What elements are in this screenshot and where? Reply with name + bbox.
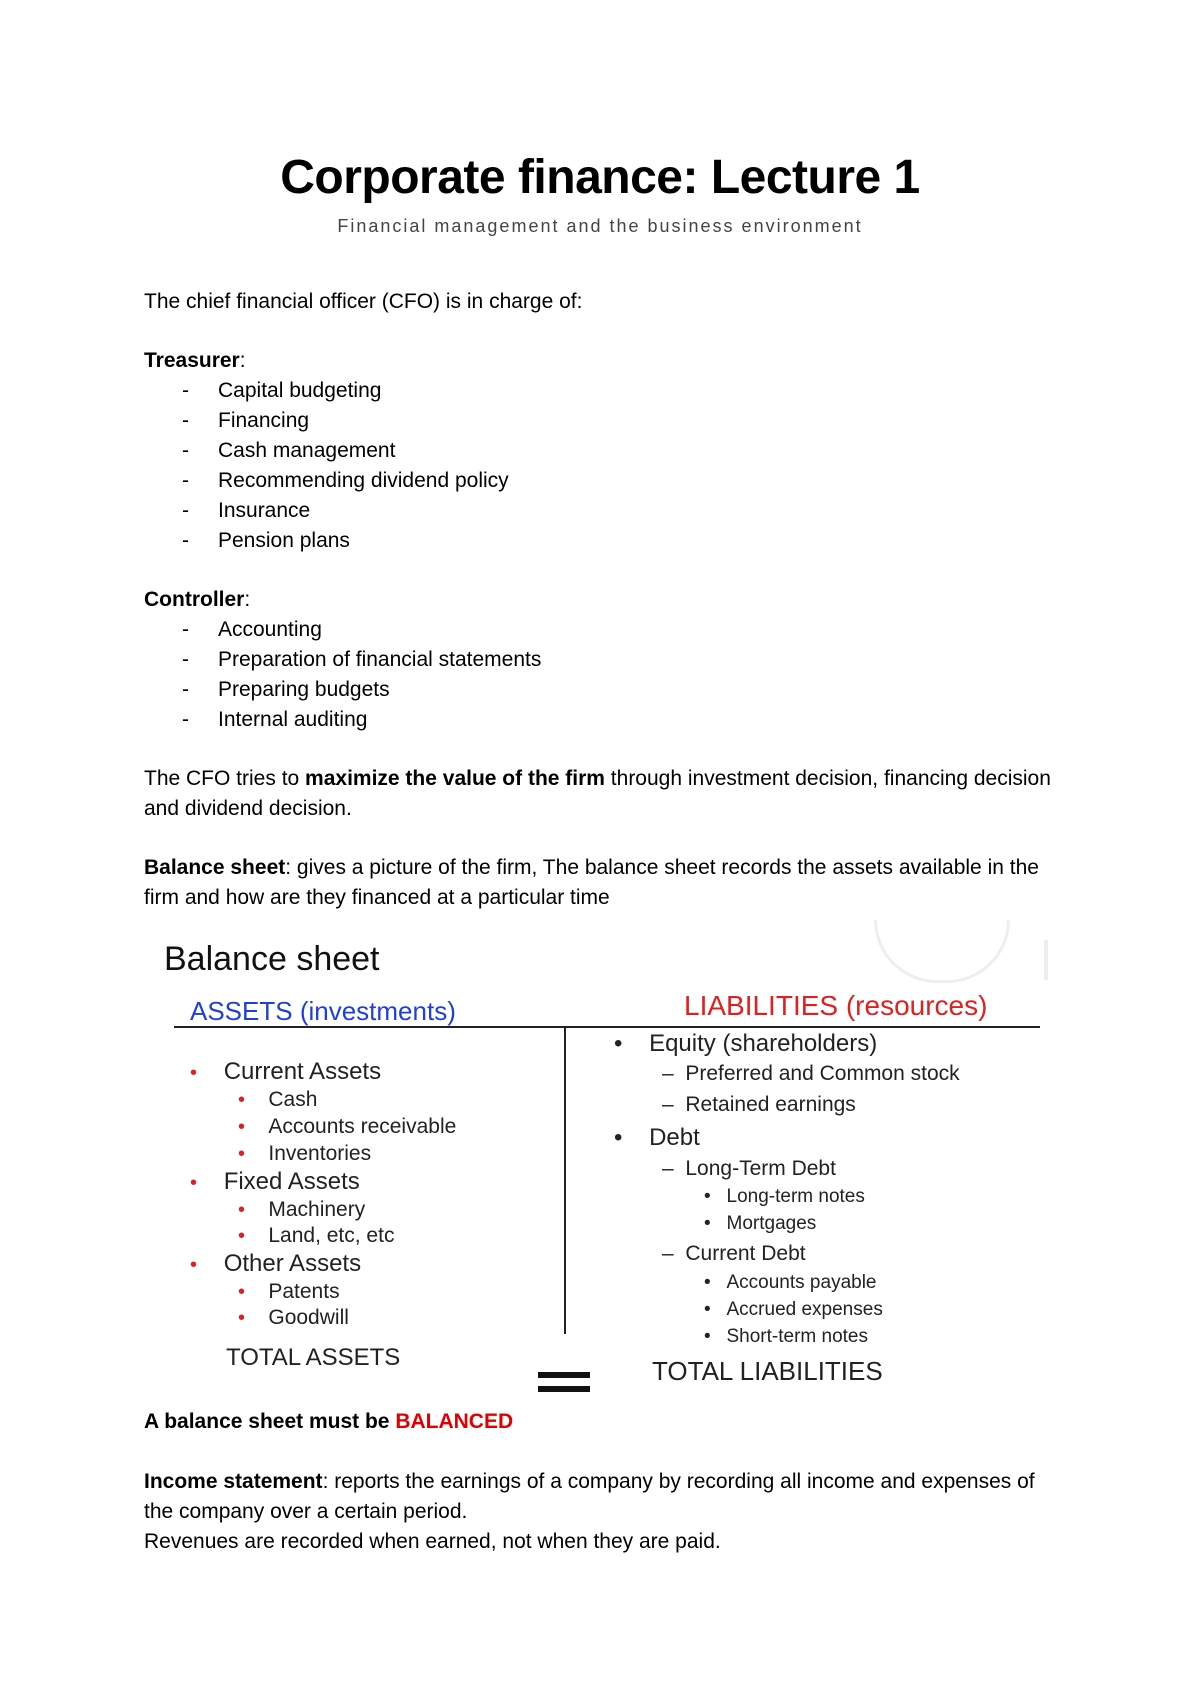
debt-label: Debt — [649, 1124, 700, 1151]
treasurer-colon: : — [239, 349, 246, 372]
page-title: Corporate finance: Lecture 1 — [280, 151, 920, 204]
list-item — [144, 526, 509, 556]
cfo-goal-pre: The CFO tries to — [144, 767, 306, 790]
asset-subitem-label: Patents — [268, 1280, 340, 1303]
treasurer-heading-label: Treasurer — [144, 349, 240, 372]
bullet-icon: • — [238, 1307, 246, 1329]
controller-list — [144, 615, 541, 735]
column-divider — [564, 1026, 566, 1334]
dash-icon: – — [662, 1157, 674, 1180]
controller-heading — [144, 585, 1064, 615]
decorative-arc — [874, 920, 1010, 983]
dash-marker: - — [182, 708, 189, 731]
fixed-assets-item — [190, 1168, 360, 1196]
dash-icon: – — [662, 1093, 674, 1116]
equals-sign-top-bar — [538, 1372, 590, 1378]
bullet-icon: • — [614, 1124, 623, 1151]
balanced-word: BALANCED — [395, 1410, 514, 1433]
bullet-icon: • — [704, 1213, 711, 1234]
asset-subitem — [238, 1142, 371, 1166]
intro-paragraph: The chief financial officer (CFO) is in charge of: — [144, 290, 583, 313]
dash-icon: – — [662, 1062, 674, 1085]
header-divider — [174, 1026, 1040, 1028]
income-statement-paragraph — [144, 1467, 1064, 1557]
list-item — [144, 615, 541, 645]
decorative-bar — [1044, 940, 1048, 980]
bullet-icon: • — [704, 1186, 711, 1207]
cfo-goal-bold: maximize the value of the firm — [305, 767, 605, 790]
equity-item — [614, 1030, 877, 1058]
asset-subitem-label: Land, etc, etc — [268, 1224, 395, 1247]
income-statement-text: : reports the earnings of a company by recording all income and expenses of the company over a certain period. — [144, 1470, 1035, 1523]
dash-marker: - — [182, 439, 189, 462]
dash-marker: - — [182, 618, 189, 641]
liability-subsubitem-label: Mortgages — [726, 1213, 817, 1234]
list-item-text: Financing — [218, 409, 310, 432]
bullet-icon: • — [238, 1281, 246, 1303]
liability-subsubitem-label: Accrued expenses — [726, 1299, 883, 1320]
controller-heading-label: Controller — [144, 588, 245, 611]
long-term-debt-item — [662, 1157, 836, 1181]
dash-marker: - — [182, 678, 189, 701]
list-item-text: Cash management — [218, 439, 396, 462]
income-statement-term: Income statement — [144, 1470, 323, 1493]
total-liabilities: TOTAL LIABILITIES — [652, 1356, 883, 1386]
bullet-icon: • — [614, 1030, 623, 1057]
cfo-goal-post: through investment decision, financing decision and dividend decision. — [144, 767, 1051, 820]
asset-subitem — [238, 1088, 317, 1112]
balance-sheet-definition — [144, 853, 1064, 913]
bullet-icon: • — [238, 1199, 246, 1221]
debt-item — [614, 1124, 700, 1152]
asset-subitem-label: Cash — [268, 1088, 318, 1111]
list-item-text: Accounting — [218, 618, 322, 641]
balance-sheet-figure — [144, 920, 1064, 1400]
liability-subsubitem — [704, 1213, 816, 1235]
bullet-icon: • — [238, 1116, 246, 1138]
dash-marker: - — [182, 529, 189, 552]
controller-colon: : — [244, 588, 251, 611]
balanced-statement — [144, 1407, 1064, 1437]
current-assets-label: Current Assets — [223, 1058, 382, 1085]
list-item-text: Internal auditing — [218, 708, 368, 731]
asset-subitem — [238, 1280, 340, 1304]
list-item — [144, 645, 541, 675]
page-subtitle: Financial management and the business environment — [337, 216, 863, 236]
liability-subsubitem — [704, 1326, 868, 1348]
list-item — [144, 406, 509, 436]
liability-subsubitem-label: Short-term notes — [726, 1326, 868, 1347]
liability-subsubitem — [704, 1186, 865, 1208]
liability-subitem-label: Preferred and Common stock — [685, 1062, 960, 1085]
list-item — [144, 466, 509, 496]
list-item — [144, 376, 509, 406]
liability-subsubitem-label: Accounts payable — [726, 1272, 877, 1293]
bullet-icon: • — [704, 1326, 711, 1347]
cfo-goal-paragraph — [144, 764, 1064, 824]
list-item-text: Capital budgeting — [218, 379, 382, 402]
liability-subitem-label: Retained earnings — [685, 1093, 856, 1116]
list-item-text: Pension plans — [218, 529, 350, 552]
dash-marker: - — [182, 409, 189, 432]
asset-subitem — [238, 1306, 349, 1330]
liabilities-heading: LIABILITIES (resources) — [684, 990, 988, 1021]
current-debt-item — [662, 1242, 806, 1266]
liability-subsubitem-label: Long-term notes — [726, 1186, 865, 1207]
current-debt-label: Current Debt — [685, 1242, 806, 1265]
figure-title: Balance sheet — [164, 940, 380, 978]
bullet-icon: • — [190, 1254, 198, 1276]
treasurer-heading — [144, 346, 1064, 376]
balance-sheet-text: : gives a picture of the firm, The balance sheet records the assets available in the firm and how are they financed at a particular time — [144, 856, 1039, 909]
dash-marker: - — [182, 499, 189, 522]
asset-subitem — [238, 1115, 456, 1139]
other-assets-item — [190, 1250, 361, 1278]
other-assets-label: Other Assets — [223, 1250, 362, 1277]
bullet-icon: • — [704, 1299, 711, 1320]
long-term-debt-label: Long-Term Debt — [685, 1157, 836, 1180]
asset-subitem-label: Goodwill — [268, 1306, 349, 1329]
bullet-icon: • — [238, 1143, 246, 1165]
income-statement-line2: Revenues are recorded when earned, not when they are paid. — [144, 1530, 721, 1553]
liability-subitem — [662, 1062, 960, 1086]
asset-subitem-label: Accounts receivable — [268, 1115, 457, 1138]
liability-subitem — [662, 1093, 856, 1117]
total-assets: TOTAL ASSETS — [226, 1344, 401, 1371]
dash-marker: - — [182, 469, 189, 492]
balanced-pre: A balance sheet must be — [144, 1410, 396, 1433]
bullet-icon: • — [704, 1272, 711, 1293]
list-item-text: Preparation of financial statements — [218, 648, 542, 671]
bullet-icon: • — [238, 1225, 246, 1247]
bullet-icon: • — [238, 1089, 246, 1111]
dash-marker: - — [182, 379, 189, 402]
equity-label: Equity (shareholders) — [649, 1030, 878, 1057]
treasurer-list — [144, 376, 509, 556]
list-item — [144, 675, 541, 705]
asset-subitem-label: Machinery — [268, 1198, 366, 1221]
list-item-text: Preparing budgets — [218, 678, 390, 701]
list-item — [144, 705, 541, 735]
bullet-icon: • — [190, 1062, 198, 1084]
fixed-assets-label: Fixed Assets — [223, 1168, 360, 1195]
bullet-icon: • — [190, 1172, 198, 1194]
liability-subsubitem — [704, 1299, 883, 1321]
list-item-text: Insurance — [218, 499, 311, 522]
balance-sheet-term: Balance sheet — [144, 856, 286, 879]
liability-subsubitem — [704, 1272, 877, 1294]
list-item-text: Recommending dividend policy — [218, 469, 509, 492]
asset-subitem — [238, 1224, 394, 1248]
equals-sign-bottom-bar — [538, 1386, 590, 1392]
current-assets-item — [190, 1058, 381, 1086]
list-item — [144, 436, 509, 466]
asset-subitem — [238, 1198, 365, 1222]
dash-marker: - — [182, 648, 189, 671]
list-item — [144, 496, 509, 526]
dash-icon: – — [662, 1242, 674, 1265]
asset-subitem-label: Inventories — [268, 1142, 372, 1165]
assets-heading: ASSETS (investments) — [190, 996, 456, 1026]
